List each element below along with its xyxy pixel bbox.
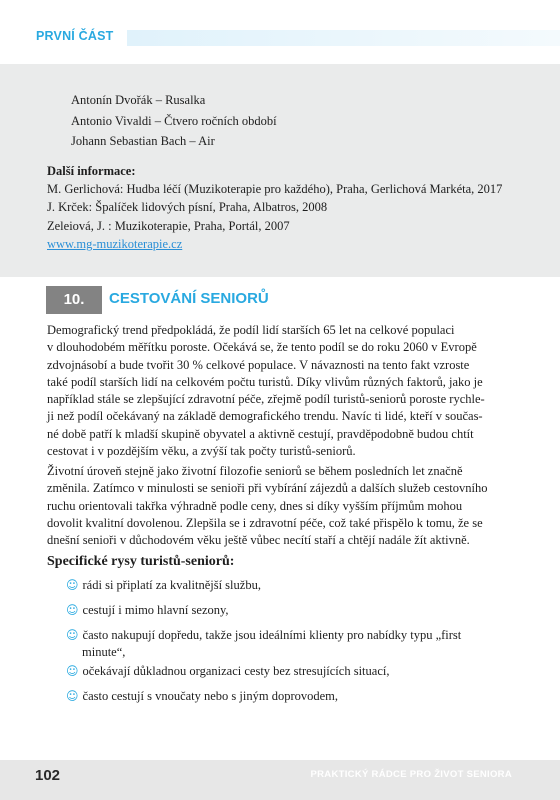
smiley-icon: ☺ bbox=[66, 664, 79, 678]
paragraph-line: ji než podíl očekávaný na základě demografického trendu. Navíc ti lidé, kteří v součas- bbox=[47, 409, 483, 424]
book-title: PRAKTICKÝ RÁDCE PRO ŽIVOT SENIORA bbox=[310, 769, 512, 780]
reference-item: J. Krček: Špalíček lidových písní, Praha, Albatros, 2008 bbox=[47, 200, 328, 215]
paragraph-line: né době patří k mladší skupině obyvatel a aktivně cestují, pravděpodobně budou chtít bbox=[47, 426, 474, 441]
smiley-icon: ☺ bbox=[66, 603, 79, 617]
info-heading: Další informace: bbox=[47, 164, 136, 178]
features-heading: Specifické rysy turistů-seniorů: bbox=[47, 554, 235, 569]
smiley-icon: ☺ bbox=[66, 578, 79, 592]
list-item bbox=[66, 627, 461, 661]
music-item: Antonio Vivaldi – Čtvero ročních období bbox=[71, 113, 277, 128]
paragraph-line: také podíl starších lidí na celkovém počtu turistů. Díky vlivům různých faktorů, jako je bbox=[47, 374, 483, 389]
list-item-text: očekávají důkladnou organizaci cesty bez stresujících situací, bbox=[82, 664, 390, 678]
paragraph-line: ruchu orientovali takřka výhradně podle ceny, dnes si díky vyšším příjmům mohou bbox=[47, 498, 463, 513]
further-info bbox=[47, 162, 502, 253]
part-label: PRVNÍ ČÁST bbox=[36, 29, 114, 43]
page-header bbox=[0, 25, 560, 47]
paragraph-line: dnešní senioři v důchodovém věku ještě vůbec necítí staří a chtějí nadále žít aktivně. bbox=[47, 533, 470, 548]
paragraph-line: cestovat i v pozdějším věku, a zvýší tak počty turistů-seniorů. bbox=[47, 444, 356, 459]
section-heading bbox=[46, 286, 546, 314]
list-item bbox=[66, 577, 261, 594]
paragraph-line: Životní úroveň stejně jako životní filozofie seniorů se během posledních let značně bbox=[47, 464, 463, 478]
list-item-text: často nakupují dopředu, takže jsou ideálními klienty pro nabídky typu „first bbox=[82, 628, 462, 642]
paragraph-demographic-trend bbox=[47, 322, 514, 460]
list-item-text: často cestují s vnoučaty nebo s jiným doprovodem, bbox=[82, 689, 339, 703]
list-item bbox=[66, 688, 338, 705]
website-link[interactable]: www.mg-muzikoterapie.cz bbox=[47, 236, 183, 251]
smiley-icon: ☺ bbox=[66, 689, 79, 703]
paragraph-line: dovolit kvalitní dovolenou. Zlepšila se i zdravotní péče, což také přispělo k tomu, že se bbox=[47, 515, 483, 530]
paragraph-line: například stále se zlepšující zdravotní péče, zřejmě podíl turistů-seniorů poroste rychle- bbox=[47, 392, 485, 407]
header-bar bbox=[127, 30, 560, 46]
reference-item: M. Gerlichová: Hudba léčí (Muzikoterapie pro každého), Praha, Gerlichová Markéta, 2017 bbox=[47, 182, 503, 197]
smiley-icon: ☺ bbox=[66, 628, 79, 642]
section-number: 10. bbox=[46, 286, 102, 314]
reference-item: Zeleiová, J. : Muzikoterapie, Praha, Portál, 2007 bbox=[47, 218, 290, 233]
paragraph-line: změnila. Zatímco v minulosti se senioři při vybírání zájezdů a dalších služeb cestovního bbox=[47, 481, 488, 496]
page-number: 102 bbox=[35, 767, 61, 784]
list-item-text-continued: minute“, bbox=[82, 645, 126, 659]
paragraph-line: v dlouhodobém měřítku poroste. Očekává se, že tento podíl se do roku 2060 v Evropě bbox=[47, 340, 477, 355]
section-title: CESTOVÁNÍ SENIORŮ bbox=[109, 290, 269, 307]
paragraph-line: Demografický trend předpokládá, že podíl lidí starších 65 let na celkové populaci bbox=[47, 323, 455, 337]
list-item bbox=[66, 663, 389, 680]
paragraph-line: zdvojnásobí a bude tvořit 30 % celkové populace. V návaznosti na tento fakt vzroste bbox=[47, 357, 470, 372]
page-footer bbox=[0, 760, 560, 800]
paragraph-living-standard bbox=[47, 463, 514, 549]
music-item: Antonín Dvořák – Rusalka bbox=[71, 93, 206, 107]
list-item-text: cestují i mimo hlavní sezony, bbox=[82, 603, 229, 617]
list-item-text: rádi si připlatí za kvalitnější službu, bbox=[82, 578, 261, 592]
list-item bbox=[66, 602, 229, 619]
music-item: Johann Sebastian Bach – Air bbox=[71, 134, 215, 148]
music-list bbox=[71, 90, 277, 152]
